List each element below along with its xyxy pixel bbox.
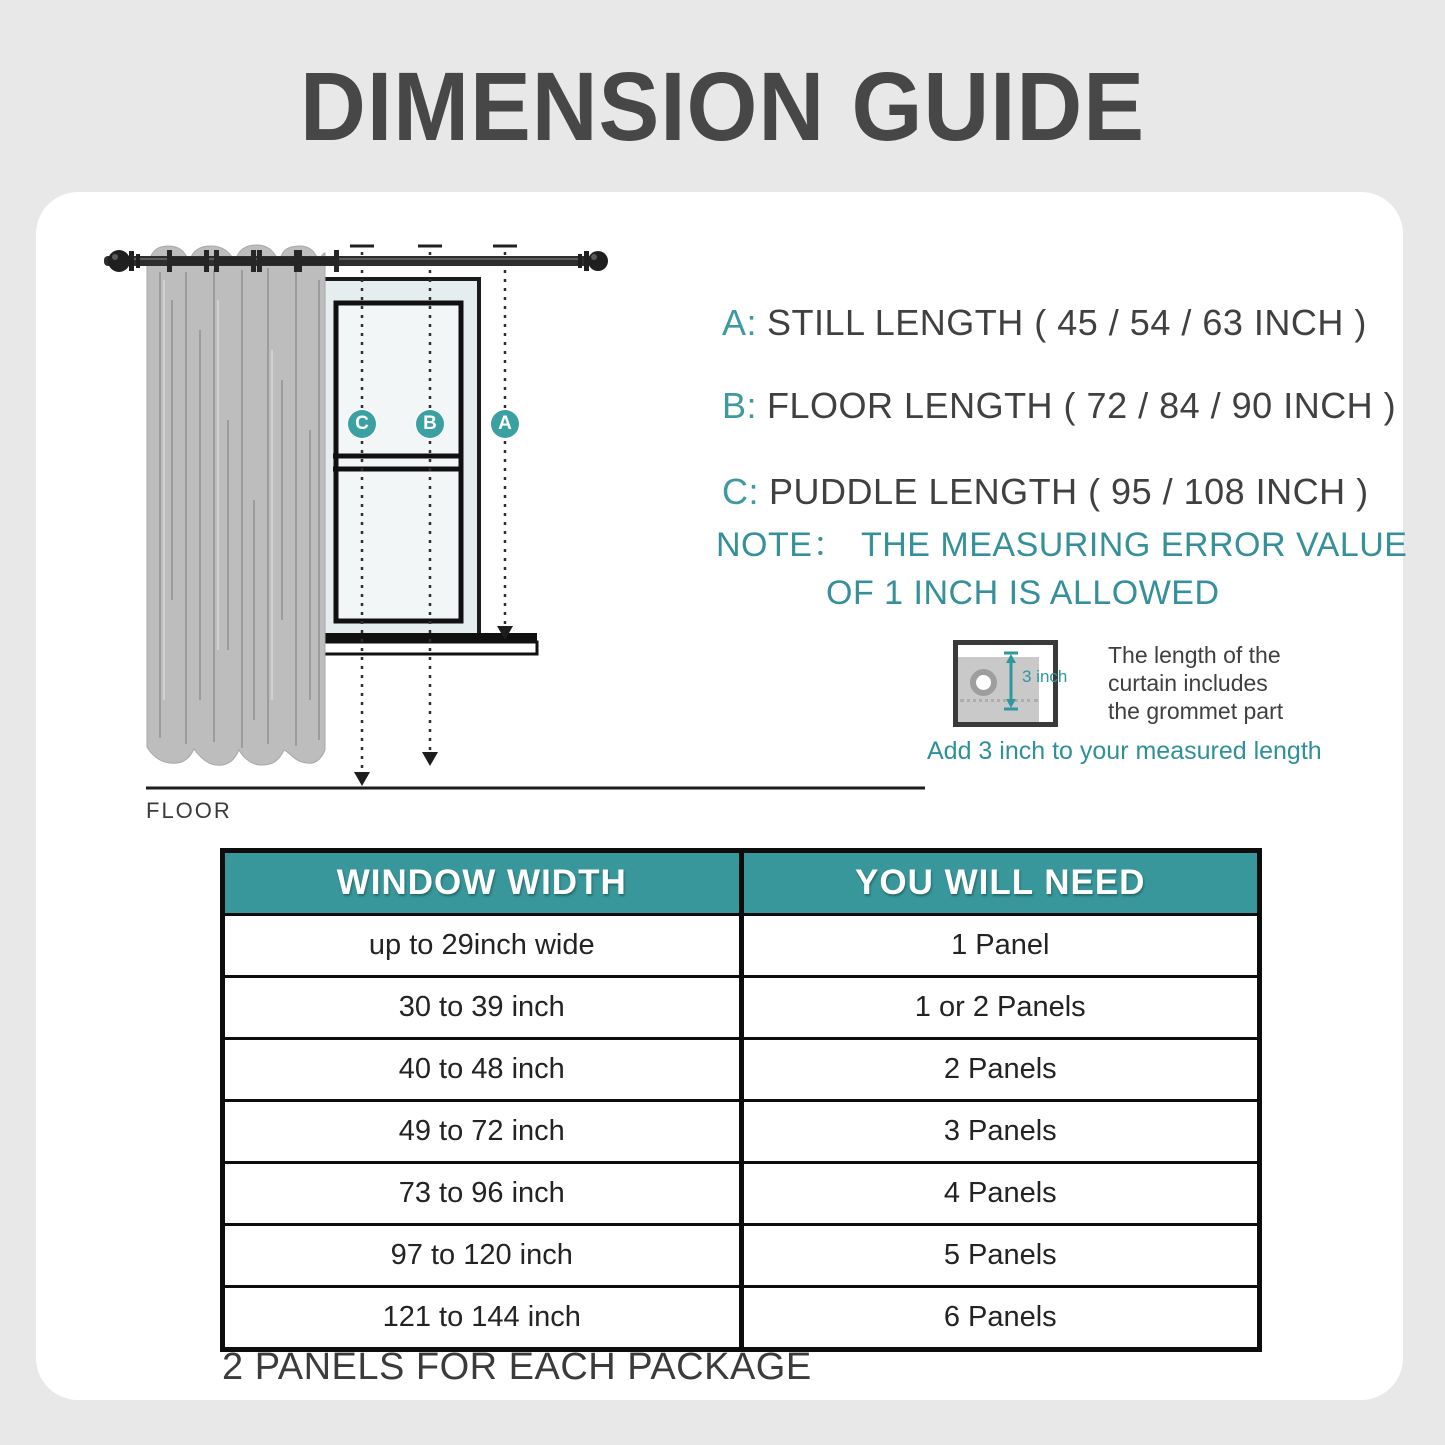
badge-b: B — [416, 410, 444, 438]
note-line-1 — [716, 517, 1407, 566]
panels-needed-cell: 6 Panels — [741, 1287, 1260, 1350]
window-width-cell: 97 to 120 inch — [223, 1225, 742, 1287]
window-frame-icon — [300, 279, 537, 654]
badge-c: C — [348, 410, 376, 438]
window-width-cell: 40 to 48 inch — [223, 1039, 742, 1101]
table-row — [223, 977, 1260, 1039]
length-line-c — [722, 471, 1369, 513]
table-header-row — [223, 851, 1260, 915]
note-line-2: OF 1 INCH IS ALLOWED — [826, 574, 1220, 612]
hem-stitch-line-icon — [960, 699, 1038, 702]
panels-needed-cell: 2 Panels — [741, 1039, 1260, 1101]
window-width-cell: 121 to 144 inch — [223, 1287, 742, 1350]
grommet-description-line-2: curtain includes — [1108, 670, 1268, 696]
window-width-cell: up to 29inch wide — [223, 915, 742, 977]
table-row — [223, 1287, 1260, 1350]
table-row — [223, 1225, 1260, 1287]
table-row — [223, 915, 1260, 977]
table-row — [223, 1163, 1260, 1225]
length-text-c: PUDDLE LENGTH ( 95 / 108 INCH ) — [769, 471, 1369, 512]
window-width-cell: 49 to 72 inch — [223, 1101, 742, 1163]
grommet-ring-icon — [970, 669, 997, 696]
grommet-description-line-3: the grommet part — [1108, 698, 1284, 724]
grommet-description — [1108, 641, 1283, 725]
curtain-panel-icon — [147, 245, 325, 765]
length-text-a: STILL LENGTH ( 45 / 54 / 63 INCH ) — [767, 302, 1367, 343]
badge-a: A — [491, 410, 519, 438]
page-title: DIMENSION GUIDE — [300, 52, 1145, 161]
panels-needed-cell: 3 Panels — [741, 1101, 1260, 1163]
length-key-a: A: — [722, 302, 758, 343]
grommet-tip: Add 3 inch to your measured length — [927, 737, 1322, 765]
length-key-c: C: — [722, 471, 759, 512]
header-window-width: WINDOW WIDTH — [223, 851, 742, 915]
panels-needed-cell: 1 Panel — [741, 915, 1260, 977]
panels-needed-cell: 1 or 2 Panels — [741, 977, 1260, 1039]
floor-label: FLOOR — [146, 798, 232, 823]
three-inch-arrow-icon — [1002, 651, 1020, 711]
panels-needed-cell: 4 Panels — [741, 1163, 1260, 1225]
grommet-description-line-1: The length of the — [1108, 642, 1281, 668]
window-width-cell: 73 to 96 inch — [223, 1163, 742, 1225]
package-note: 2 PANELS FOR EACH PACKAGE — [222, 1346, 812, 1388]
length-key-b: B: — [722, 385, 758, 426]
length-text-b: FLOOR LENGTH ( 72 / 84 / 90 INCH ) — [767, 385, 1397, 426]
window-width-cell: 30 to 39 inch — [223, 977, 742, 1039]
panels-needed-cell: 5 Panels — [741, 1225, 1260, 1287]
length-line-a — [722, 302, 1367, 344]
table-row — [223, 1101, 1260, 1163]
three-inch-label: 3 inch — [1022, 667, 1068, 686]
panel-size-table — [220, 848, 1262, 1352]
note-text-1: THE MEASURING ERROR VALUE — [860, 526, 1408, 564]
header-you-will-need: YOU WILL NEED — [741, 851, 1260, 915]
table-row — [223, 1039, 1260, 1101]
length-line-b — [722, 385, 1396, 427]
note-label: NOTE： — [716, 526, 847, 564]
